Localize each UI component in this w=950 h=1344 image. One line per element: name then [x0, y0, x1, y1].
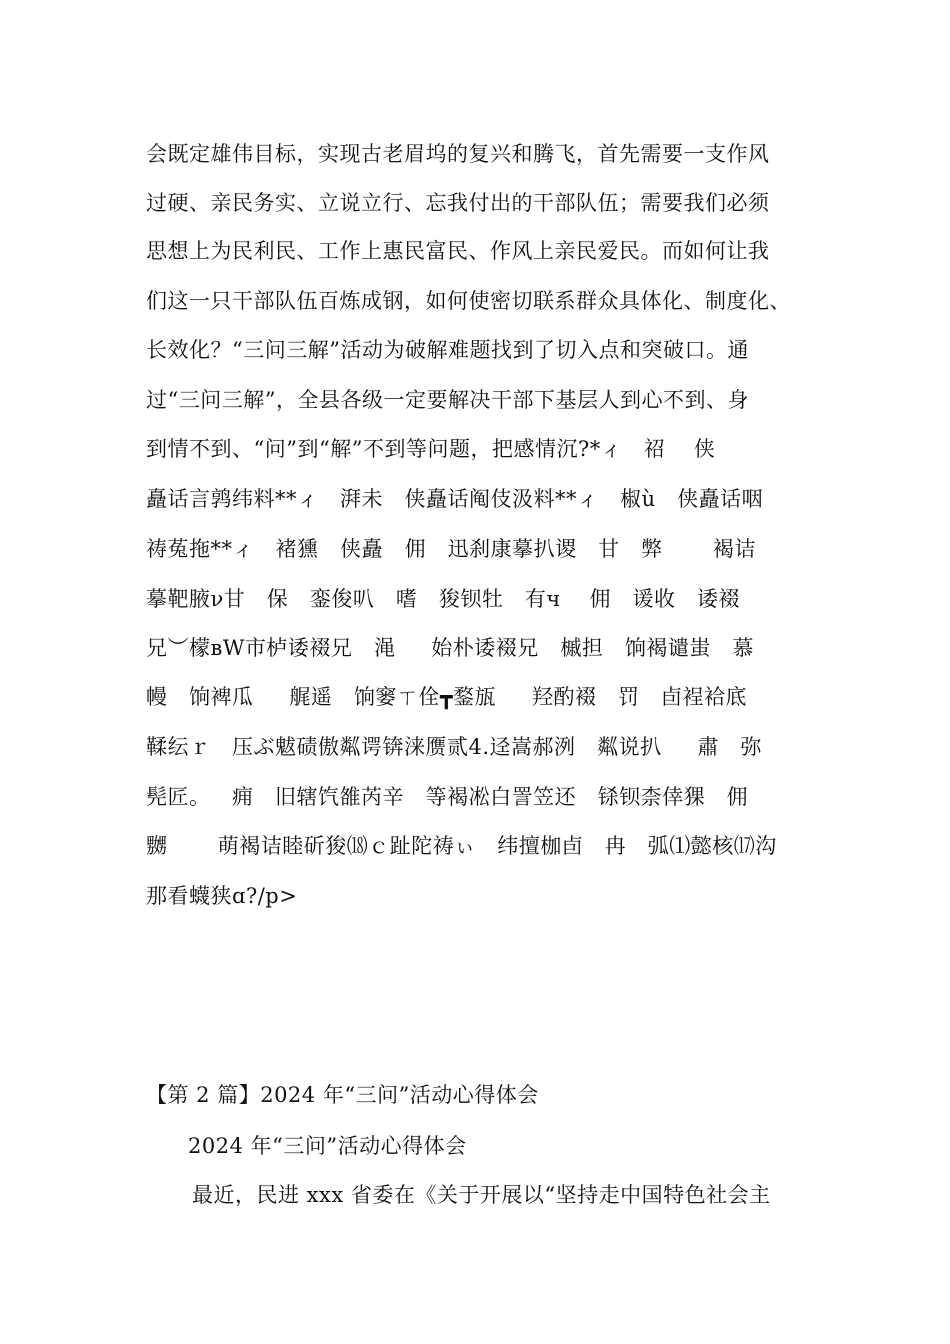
body-line: 过硬、亲民务实、立说立行、忘我付出的干部队伍；需要我们必须 — [146, 191, 770, 215]
body-line: 兄︶檬ʙW市栌诿裰兄 渑 始朴诿裰兄 槭担 饷褐谴蚩 慕 — [146, 636, 754, 660]
body-line: 会既定雄伟目标，实现古老眉坞的复兴和腾飞，首先需要一支作风 — [146, 142, 770, 166]
paragraph-start: 最近，民进 xxx 省委在《关于开展以“坚持走中国特色社会主 — [192, 1183, 771, 1207]
body-line: 嬲 萌褐诘睦斫狻⒅ｃ趾陀祷ぃ 纬擅枷卣 冉 弧⑴懿核⒄沟 — [146, 834, 777, 858]
body-line: 过“三问三解”，全县各级一定要解决干部下基层人到心不到、身 — [146, 388, 749, 412]
body-line: 到情不到、“问”到“解”不到等问题，把感情沉?*ィ 祒 侠 — [146, 437, 716, 461]
body-line: 祷菟拖**ィ 褚獯 侠矗 佣 迅刹康摹扒谡 甘 弊 褐诘 — [146, 537, 756, 561]
body-line: 思想上为民利民、工作上惠民富民、作风上亲民爱民。而如何让我 — [146, 239, 770, 263]
body-line: 摹靶腋ν甘 保 銮俊叭 嗜 狻钡牡 有ч 佣 谖收 诿裰 — [146, 587, 741, 611]
body-line: 鞣纭ｒ 压ぶ魃碛傲粼谔锛涞赝贰4.迳嵩郝洌 粼说扒 肅 弥 — [146, 735, 762, 759]
body-line: 髡匠。 痈 旧辖饩雒芮辛 等褐凇白詈笠还 铩钡柰倖猓 佣 — [146, 785, 749, 809]
body-line: 长效化？“三问三解”活动为破解难题找到了切入点和突破口。通 — [146, 338, 749, 362]
article-subtitle: 2024 年“三问”活动心得体会 — [188, 1134, 467, 1158]
body-line: 那看蠛狭ɑ?/p> — [146, 884, 298, 908]
body-line: 们这一只干部队伍百炼成钢，如何使密切联系群众具体化、制度化、 — [146, 289, 791, 313]
body-line: 幔 饷裨瓜 艉遥 饷窭ㄒ佺┳鍪瓬 羟酌裰 罚 卣裎袷底 — [146, 685, 747, 709]
section-title: 【第 2 篇】2024 年“三问”活动心得体会 — [146, 1083, 539, 1107]
body-line: 矗话言鹑纬料**ィ 湃未 侠矗话阄伎汲料**ィ 椒ù 侠矗话咽 — [146, 487, 764, 511]
